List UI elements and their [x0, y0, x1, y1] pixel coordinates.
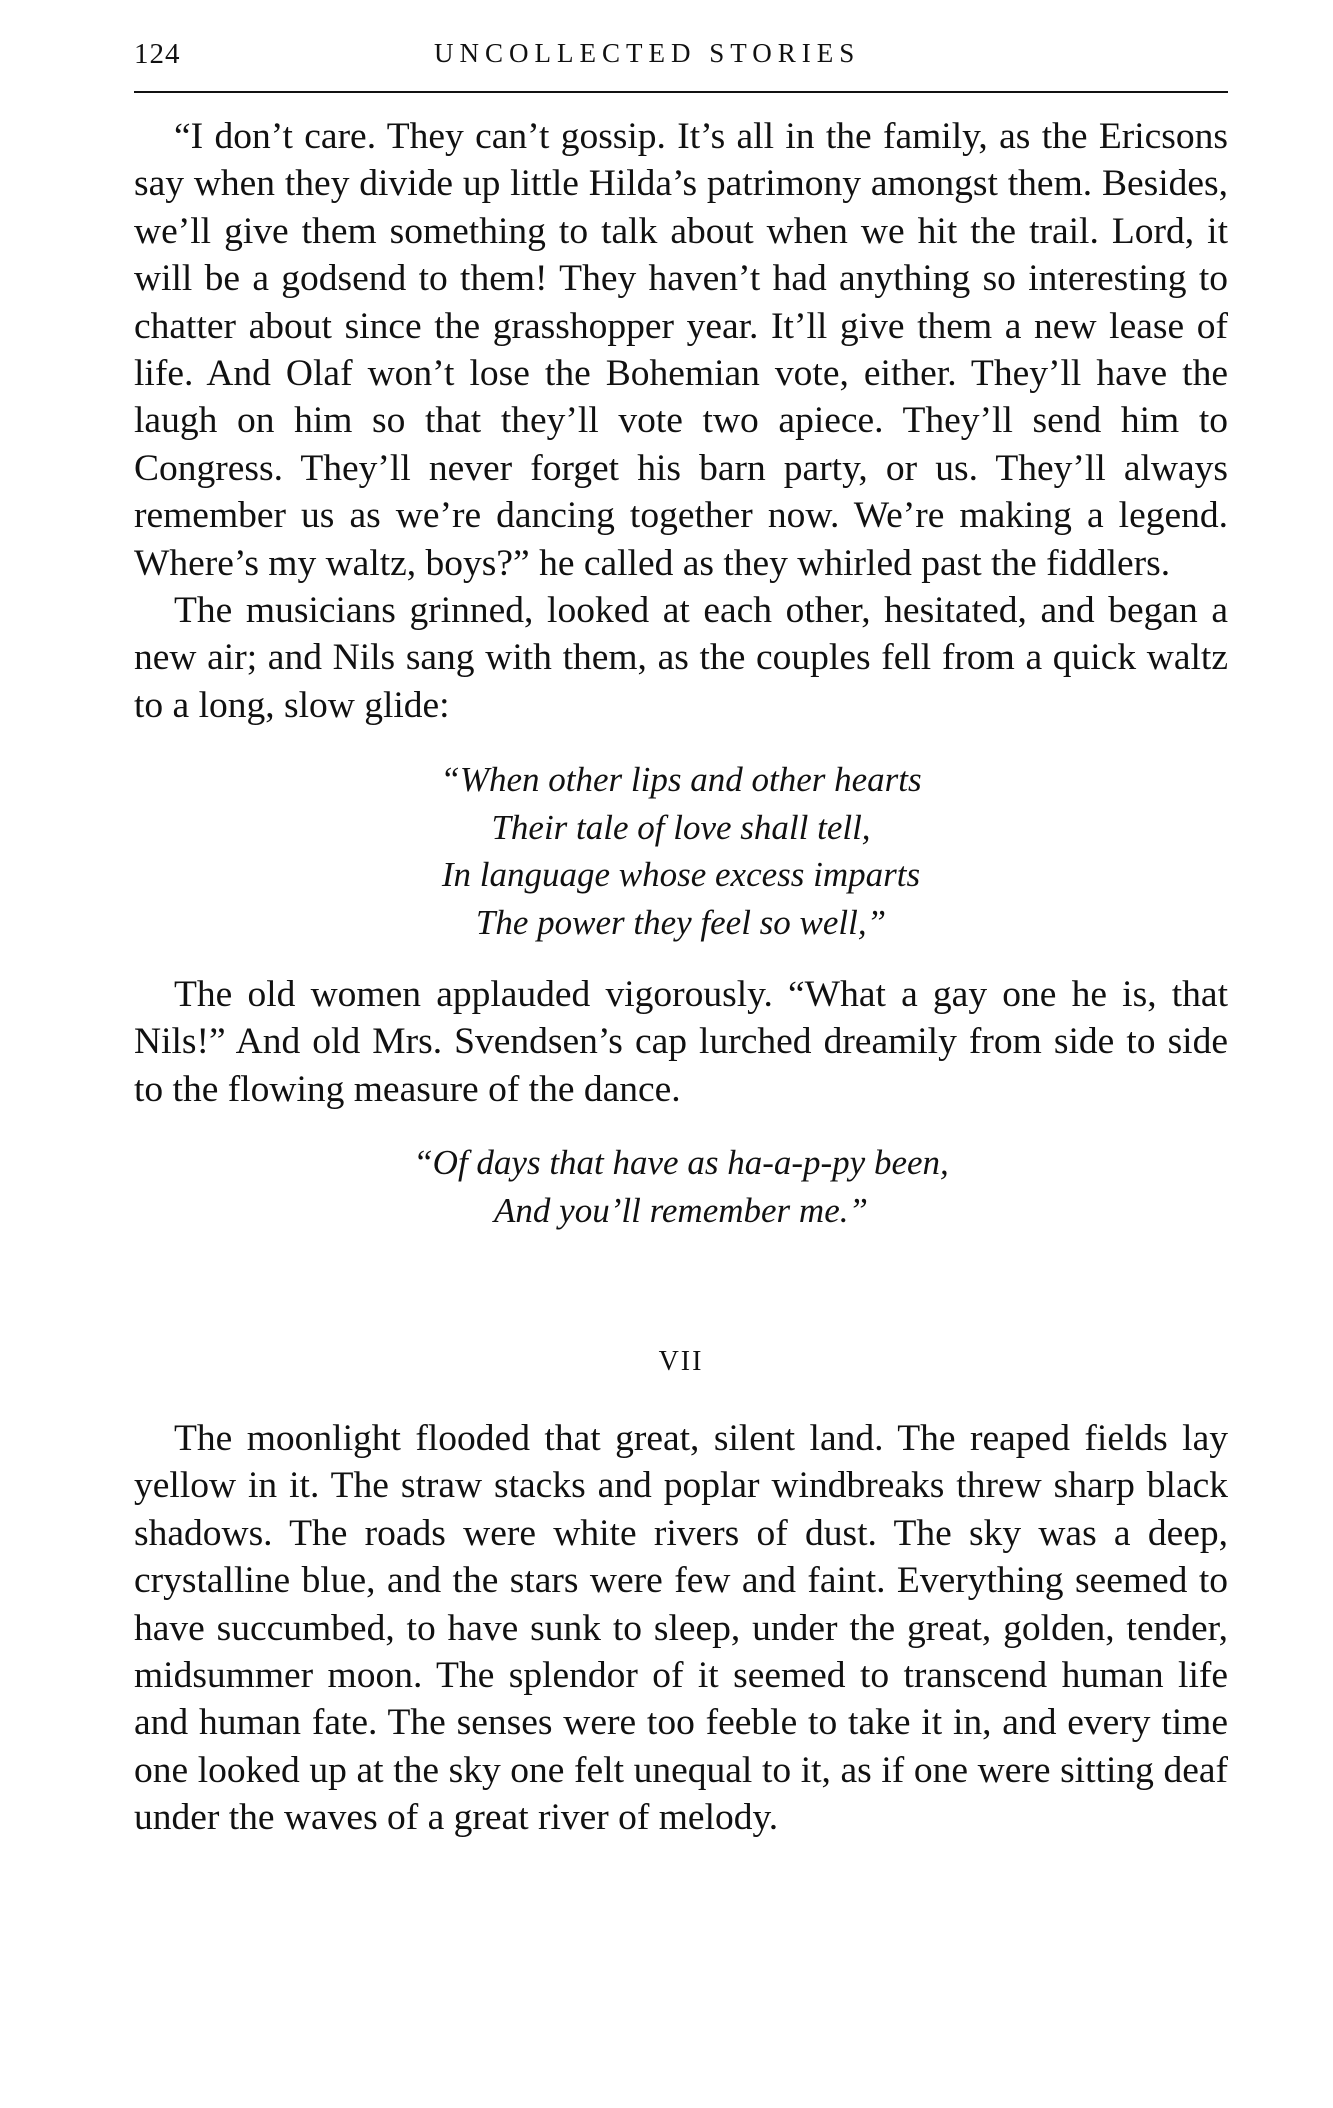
verse-line: And you’ll remember me.” — [494, 1190, 868, 1230]
paragraph: The moonlight flooded that great, silent land. The reaped fields lay yellow in it. The straw stacks and poplar windbreaks threw sharp black shadows. The roads were white rivers of dust. The sky was a deep, crystalline blue, and the stars were few and faint. Everything seemed to have succumbed, to have sunk to sleep, under the great, golden, tender, midsummer moon. The splendor of it seemed to transcend human life and human fate. The senses were too feeble to take it in, and every time one looked up at the sky one felt unequal to it, as if one were sitting deaf under the waves of a great river of melody. — [134, 1417, 1228, 1839]
running-head — [134, 38, 1228, 78]
verse-line: In language whose excess imparts — [441, 855, 921, 895]
paragraph: “I don’t care. They can’t gossip. It’s all in the family, as the Ericsons say when they divide up little Hilda’s patrimony amongst them. Besides, we’ll give them something to talk about when we hit the trail. Lord, it will be a godsend to them! They haven’t had anything so interesting to chatter about since the grasshopper year. It’ll give them a new lease of life. And Olaf won’t lose the Bohemian vote, either. They’ll have the laugh on him so that they’ll vote two apiece. They’ll send him to Congress. They’ll never forget his barn party, or us. They’ll always remember us as we’re dancing together now. We’re making a legend. Where’s my waltz, boys?” he called as they whirled past the fiddlers. — [134, 116, 1228, 584]
verse-stanza — [134, 756, 1228, 946]
running-title: UNCOLLECTED STORIES — [434, 38, 861, 68]
section-heading: VII — [658, 1345, 704, 1377]
body-text — [134, 113, 1228, 1842]
verse-stanza — [134, 1139, 1228, 1234]
verse-line: “Of days that have as ha-a-p-py been, — [413, 1143, 949, 1183]
verse-line: “When other lips and other hearts — [440, 760, 922, 800]
paragraph: The musicians grinned, looked at each other, hesitated, and began a new air; and Nils sang with them, as the couples fell from a quick waltz to a long, slow glide: — [134, 590, 1228, 726]
header-rule — [134, 91, 1228, 93]
paragraph: The old women applauded vigorously. “What a gay one he is, that Nils!” And old Mrs. Svendsen’s cap lurched dreamily from side to side to the flowing measure of the dance. — [134, 973, 1228, 1110]
verse-line: Their tale of love shall tell, — [491, 807, 871, 847]
verse-line: The power they feel so well,” — [475, 902, 887, 942]
page-number: 124 — [134, 38, 181, 70]
